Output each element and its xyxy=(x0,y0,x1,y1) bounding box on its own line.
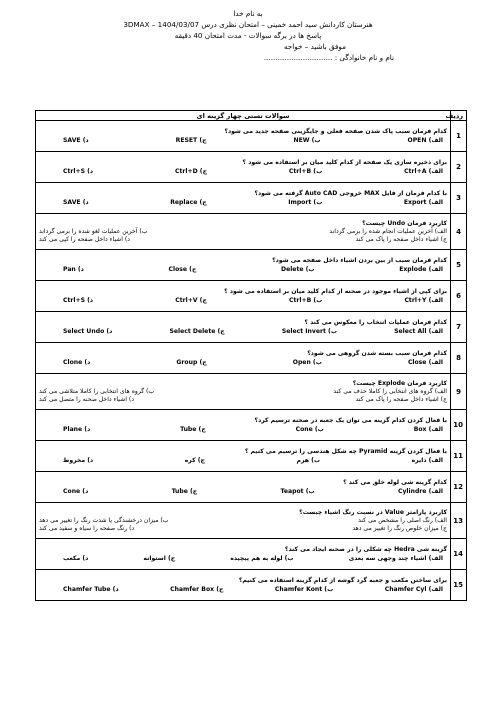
bismillah: به نام خدا xyxy=(233,9,263,18)
question-cell xyxy=(36,312,451,343)
column-header-number: ردیف xyxy=(451,111,467,121)
option-line xyxy=(39,585,447,594)
answer-option[interactable]: ب) Import xyxy=(288,199,323,206)
question-cell xyxy=(36,281,451,312)
question-text: کاربرد پارامتر Value در نسبت رنگ اشیاء چیست؟ xyxy=(299,508,447,516)
answer-option[interactable]: ب) Open xyxy=(292,359,322,366)
question-number: 8 xyxy=(451,343,467,374)
table-row xyxy=(36,343,467,374)
answer-option[interactable]: ج) RESET xyxy=(175,137,207,144)
option-line xyxy=(39,388,447,397)
question-cell xyxy=(36,343,451,374)
option-line xyxy=(39,396,447,405)
question-cell xyxy=(36,183,451,214)
table-row xyxy=(36,214,467,250)
question-text: با فعال کردن کدام گزینه می توان یک جعبه در صحنه ترسیم کرد؟ xyxy=(254,417,447,424)
question-number: 1 xyxy=(451,121,467,152)
question-text: کاربرد فرمان Undo چیست؟ xyxy=(362,219,447,227)
question-number: 11 xyxy=(451,441,467,472)
answer-option[interactable]: ج) Ctrl+V xyxy=(175,297,207,304)
column-header-questions: سوالات تستی چهار گزینه ای xyxy=(36,111,451,121)
question-text: کدام فرمان عملیات انتخاب را معکوس می کند ؟ xyxy=(304,319,447,326)
answer-option[interactable]: د) Select Undo xyxy=(63,328,113,335)
answer-option[interactable]: الف) رنگ اصلی را مشخص می کند xyxy=(358,516,447,524)
answer-option[interactable]: ج) استوانه xyxy=(143,555,176,562)
table-row xyxy=(36,441,467,472)
question-text: گزینه شی Hedra چه شکلی را در صحنه ایجاد می کند؟ xyxy=(284,546,447,553)
answer-option[interactable]: ب) Select Invert xyxy=(281,328,337,335)
answer-option[interactable]: ب) میزان درخشندگی یا شدت رنگ را تغییر می دهد xyxy=(39,516,169,524)
question-cell xyxy=(36,410,451,441)
answer-option[interactable]: ج) Close xyxy=(168,266,197,273)
option-line xyxy=(39,167,447,176)
question-cell xyxy=(36,472,451,503)
question-text: کدام فرمان سبب از بین بردن اشیاء داخل صفحه می شود؟ xyxy=(272,257,447,264)
header-line-greeting: موفق باشید – خواجه xyxy=(283,42,346,51)
answer-option[interactable]: د) اشیاء داخل صحنه را متصل می کند xyxy=(39,396,134,403)
answer-option[interactable]: د) Pan xyxy=(63,266,84,273)
answer-option[interactable]: الف) OPEN xyxy=(407,137,443,144)
answer-option[interactable]: ج) اشیاء داخل صفحه را پاک می کند xyxy=(355,236,447,243)
option-line xyxy=(39,487,447,496)
question-cell xyxy=(36,441,451,472)
question-number: 9 xyxy=(451,374,467,410)
option-line xyxy=(39,198,447,207)
answer-option[interactable]: ب) Ctrl+B xyxy=(289,297,323,304)
answer-option[interactable]: ج) میزان خلوص رنگ را تغییر می دهد xyxy=(352,525,447,532)
answer-option[interactable]: الف) اشیاء چند وجهی سه بعدی xyxy=(348,555,443,562)
question-text: کدام فرمان سبب پاک شدن صفحه فعلی و جایگزینی صفحه جدید می شود؟ xyxy=(224,128,447,135)
answer-option[interactable]: د) SAVE xyxy=(63,199,89,206)
answer-option[interactable]: د) Chamfer Tube xyxy=(63,586,119,593)
question-text: کدام فرمان سبب بسته شدن گروهی می شود؟ xyxy=(307,350,447,357)
answer-option[interactable]: الف) Explode xyxy=(399,266,443,273)
option-line xyxy=(39,236,447,245)
question-text: کاربرد فرمان Explode چیست؟ xyxy=(352,379,447,387)
answer-option[interactable]: ب) هرم xyxy=(296,457,320,464)
answer-option[interactable]: د) Clone xyxy=(63,359,91,366)
table-row xyxy=(36,374,467,410)
question-cell xyxy=(36,121,451,152)
answer-option[interactable]: ب) Chamfer Kont xyxy=(274,586,334,593)
answer-option[interactable]: ب) NEW xyxy=(293,137,321,144)
answer-option[interactable]: ج) Tube xyxy=(171,488,198,495)
option-line xyxy=(39,296,447,305)
answer-option[interactable]: د) SAVE xyxy=(63,137,89,144)
header-line-instructions: پاسخ ها در برگه سوالات - مدت امتحان 40 دقیقه xyxy=(174,31,322,40)
table-row xyxy=(36,472,467,503)
option-line xyxy=(39,228,447,237)
questions-body xyxy=(36,121,467,601)
answer-option[interactable]: د) مخروط xyxy=(63,457,94,464)
answer-option[interactable]: الف) Chamfer Cyl xyxy=(384,586,443,593)
option-line xyxy=(39,327,447,336)
option-line xyxy=(39,358,447,367)
table-row xyxy=(36,281,467,312)
answer-option[interactable]: الف) Close xyxy=(407,359,443,366)
question-number: 5 xyxy=(451,250,467,281)
option-line xyxy=(39,525,447,534)
answer-option[interactable]: ب) Delete xyxy=(281,266,315,273)
question-text: برای کپی از اشیاء موجود در صحنه از کدام کلید میان بر استفاده می شود ؟ xyxy=(224,288,447,295)
answer-option[interactable]: ج) Chamfer Box xyxy=(170,586,224,593)
answer-option[interactable]: الف) Ctrl+A xyxy=(404,168,443,175)
question-text: برای ساختن مکعب و جعبه گرد گوشه از کدام گزینه استفاده می کنیم؟ xyxy=(238,577,447,584)
table-row xyxy=(36,570,467,601)
questions-table xyxy=(35,110,467,601)
table-row xyxy=(36,250,467,281)
answer-option[interactable]: د) Ctrl+S xyxy=(63,297,94,304)
exam-header xyxy=(30,8,466,63)
table-row xyxy=(36,152,467,183)
answer-option[interactable]: الف) Export xyxy=(403,199,443,206)
question-cell xyxy=(36,503,451,539)
answer-option[interactable]: ج) اشیاء داخل صفحه را پاک می کند xyxy=(355,396,447,403)
answer-option[interactable]: ج) Tube xyxy=(180,426,206,433)
answer-option[interactable]: د) Plane xyxy=(63,426,91,433)
answer-option[interactable]: ب) لوله به هم پیچیده xyxy=(230,555,294,562)
answer-option[interactable]: ب) Cone xyxy=(295,426,324,433)
question-number: 2 xyxy=(451,152,467,183)
question-number: 12 xyxy=(451,472,467,503)
question-cell xyxy=(36,214,451,250)
answer-option[interactable]: ج) کره xyxy=(184,457,205,464)
answer-option[interactable]: ج) Ctrl+D xyxy=(175,168,207,175)
question-text: با کدام فرمان از فایل MAX خروجی Auto CAD گرفته می شود؟ xyxy=(254,190,447,197)
answer-option[interactable]: ج) Select Delete xyxy=(169,328,225,335)
question-number: 15 xyxy=(451,570,467,601)
question-cell xyxy=(36,152,451,183)
question-cell xyxy=(36,539,451,570)
question-number: 13 xyxy=(451,503,467,539)
table-row xyxy=(36,539,467,570)
answer-option[interactable]: الف) دایره xyxy=(411,457,443,464)
table-row xyxy=(36,410,467,441)
table-row xyxy=(36,312,467,343)
option-line xyxy=(39,136,447,145)
answer-option[interactable]: الف) Ctrl+Y xyxy=(404,297,443,304)
answer-option[interactable]: د) اشیاء داخل صفحه را کپی می کند xyxy=(39,236,130,243)
answer-option[interactable]: الف) Box xyxy=(413,426,443,433)
answer-option[interactable]: ب) Teapot xyxy=(280,488,315,495)
answer-option[interactable]: ب) آخرین عملیات لغو شده را برمی گرداند xyxy=(39,227,148,235)
question-number: 3 xyxy=(451,183,467,214)
question-cell xyxy=(36,570,451,601)
question-text: برای ذخیره سازی یک صفحه از کدام کلید میان بر استفاده می شود ؟ xyxy=(242,159,447,166)
question-number: 10 xyxy=(451,410,467,441)
question-cell xyxy=(36,250,451,281)
name-field-label: نام و نام خانوادگی : .............................. xyxy=(263,53,394,62)
option-line xyxy=(39,265,447,274)
header-line-school: هنرستان کاردانش سید احمد خمینی – امتحان نظری درس 3DMAX – 1404/03/07 xyxy=(123,20,373,29)
answer-option[interactable]: ب) Ctrl+B xyxy=(288,168,323,175)
option-line xyxy=(39,554,447,563)
answer-option[interactable]: ب) گروه های انتخابی را کاملا متلاشی می کند xyxy=(39,387,155,395)
table-row xyxy=(36,503,467,539)
answer-option[interactable]: د) Cone xyxy=(63,488,89,495)
answer-option[interactable]: ج) Replace xyxy=(170,199,207,206)
answer-option[interactable]: ج) Group xyxy=(176,359,207,366)
answer-option[interactable]: د) Ctrl+S xyxy=(63,168,94,175)
question-number: 4 xyxy=(451,214,467,250)
answer-option[interactable]: الف) Cylindre xyxy=(397,488,443,495)
question-cell xyxy=(36,374,451,410)
question-number: 7 xyxy=(451,312,467,343)
question-number: 14 xyxy=(451,539,467,570)
option-line xyxy=(39,425,447,434)
question-text: کدام گزینه شی لوله خلق می کند ؟ xyxy=(343,479,447,486)
table-row xyxy=(36,121,467,152)
question-text: با فعال کردن گزینه Pyramid چه شکل هندسی را ترسیم می کنیم ؟ xyxy=(244,448,447,455)
answer-option[interactable]: الف) آخرین عملیات انجام شده را برمی گرداند xyxy=(329,227,447,235)
answer-option[interactable]: د) رنگ صفحه را سیاه و سفید می کند xyxy=(39,525,135,532)
option-line xyxy=(39,456,447,465)
answer-option[interactable]: د) مکعب xyxy=(63,555,89,562)
question-number: 6 xyxy=(451,281,467,312)
option-line xyxy=(39,517,447,526)
answer-option[interactable]: الف) Select All xyxy=(394,328,443,335)
table-row xyxy=(36,183,467,214)
answer-option[interactable]: الف) گروه های انتخابی را کاملا حذف می کند xyxy=(333,387,447,395)
